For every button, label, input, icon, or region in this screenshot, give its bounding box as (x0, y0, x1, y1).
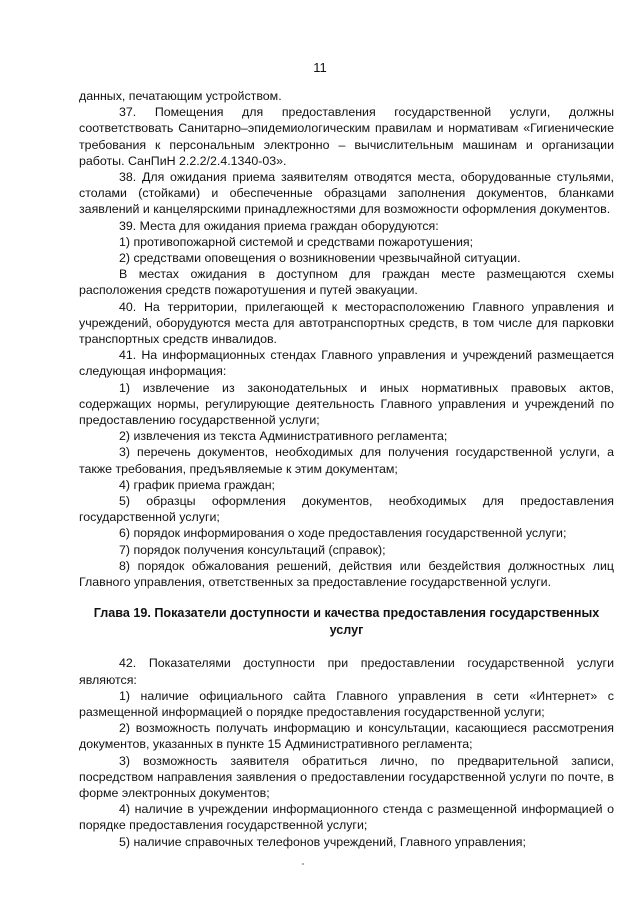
paragraph: 41. На информационных стендах Главного управления и учреждений размещается следующая информация: (79, 348, 614, 379)
paragraph: 37. Помещения для предоставления государственной услуги, должны соответствовать Санитарно–эпидемиологическим правилам и нормативам «Гигиенические требования к персональным электронно – вычислительным машинам и организации работы. СанПиН 2.2.2/2.4.1340-03». (79, 105, 614, 168)
paragraph: 42. Показателями доступности при предоставлении государственной услуги являются: (79, 656, 614, 687)
paragraph: 2) извлечения из текста Административного регламента; (119, 429, 448, 444)
paragraph: данных, печатающим устройством. (79, 89, 282, 103)
paragraph: 40. На территории, прилегающей к месторасположению Главного управления и учреждений, оборудуются места для автотранспортных средств, в том числе для парковки транспортных средств инвалидов. (79, 299, 614, 347)
paragraph: В местах ожидания в доступном для граждан месте размещаются схемы расположения средств пожаротушения и путей эвакуации. (79, 267, 614, 298)
paragraph: 1) наличие официального сайта Главного управления в сети «Интернет» с размещенной информацией о порядке предоставления государственной услуги; (79, 688, 614, 719)
paragraph: 1) противопожарной системой и средствами пожаротушения; (119, 234, 474, 249)
paragraph: 3) перечень документов, необходимых для получения государственной услуги, а также требования, предъявляемые к этим документам; (79, 445, 614, 476)
document-body (79, 88, 614, 850)
paragraph: 7) порядок получения консультаций (справок); (119, 542, 386, 557)
paragraph: 38. Для ожидания приема заявителям отводятся места, оборудованные стульями, столами (стойками) и обеспеченные образцами заполнения документов, бланками заявлений и канцелярскими принадлежностями для возможности оформления документов. (79, 170, 614, 217)
paragraph: 4) наличие в учреждении информационного стенда с размещенной информацией о порядке предоставления государственной услуги; (79, 802, 614, 833)
paragraph: 3) возможность заявителя обратиться лично, по предварительной записи, посредством направления заявления о предоставлении государственной услуги по почте, в форме электронных документов; (79, 753, 614, 800)
paragraph: 8) порядок обжалования решений, действия или бездействия должностных лиц Главного управления, ответственных за предоставление государственной услуги. (79, 558, 614, 590)
paragraph: 6) порядок информирования о ходе предоставления государственной услуги; (119, 526, 567, 541)
paragraph: 1) извлечение из законодательных и иных нормативных правовых актов, содержащих нормы, регулирующие деятельность Главного управления и учреждений по предоставлению государственной услуги; (79, 380, 614, 428)
page-number: 11 (313, 60, 327, 75)
paragraph: 4) график приема граждан; (119, 477, 276, 492)
paragraph: 39. Места для ожидания приема граждан оборудуются: (119, 218, 439, 233)
paragraph: 5) наличие справочных телефонов учреждений, Главного управления; (119, 834, 526, 849)
chapter-heading: Глава 19. Показатели доступности и качества предоставления государственных услуг (93, 606, 600, 638)
paragraph: 2) средствами оповещения о возникновении чрезвычайной ситуации. (119, 251, 521, 266)
scan-artifact (302, 863, 304, 865)
paragraph: 2) возможность получать информацию и консультации, касающиеся рассмотрения документов, указанных в пункте 15 Административного регламента; (79, 721, 614, 752)
paragraph: 5) образцы оформления документов, необходимых для предоставления государственной услуги; (79, 494, 614, 525)
